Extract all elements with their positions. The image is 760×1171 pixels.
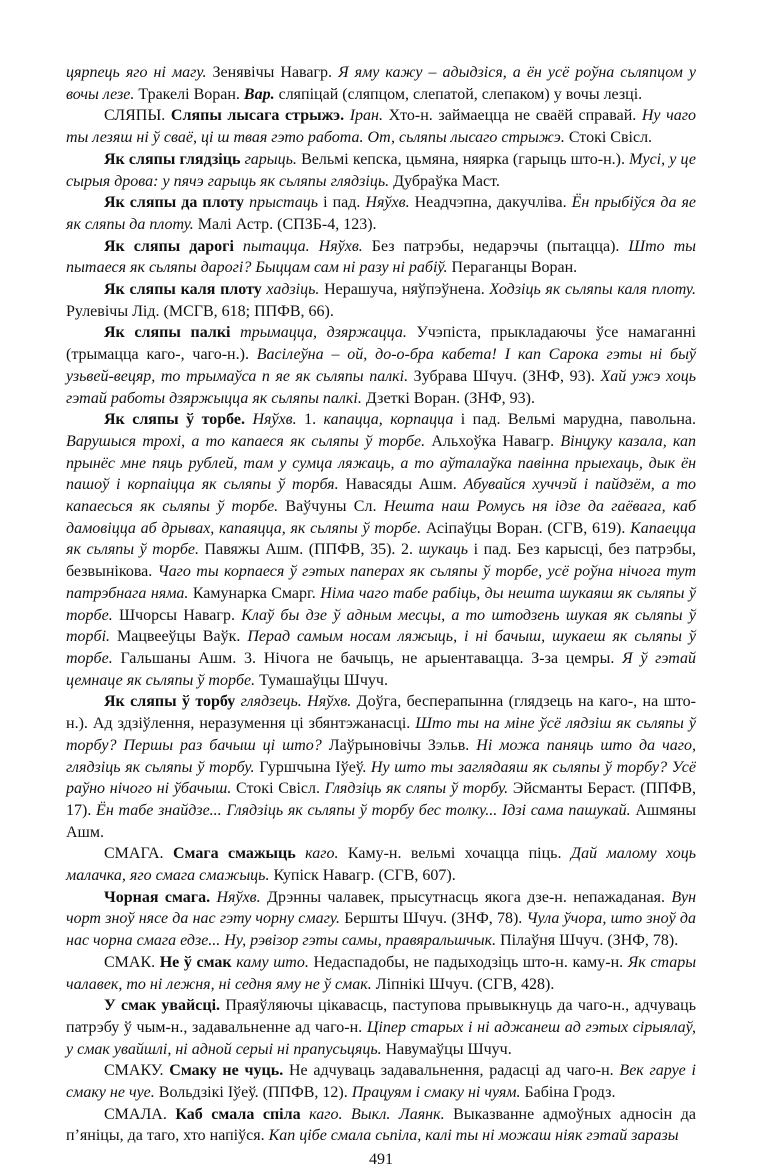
- text-run: Няўхв.: [216, 888, 268, 906]
- paragraph: [66, 1104, 696, 1147]
- text-run: Шчорсы Навагр.: [118, 606, 242, 624]
- text-run: хадзіць.: [266, 281, 325, 299]
- text-run: трымацца, дзяржацца.: [240, 324, 417, 342]
- text-run: Недаспадобы, не падыходзіць што-н. каму-н.: [313, 953, 628, 971]
- text-run: Няўхв.: [365, 194, 415, 212]
- text-run: У смак увайсці.: [104, 997, 226, 1015]
- text-block: [66, 62, 696, 1147]
- text-run: Смаку не чуць.: [169, 1062, 289, 1080]
- text-run: каго.: [305, 845, 348, 863]
- text-run: Дубраўка Маст.: [393, 172, 500, 190]
- text-run: Стокі Свісл.: [568, 129, 653, 147]
- text-run: Сляпы лысага стрыжэ.: [170, 107, 350, 125]
- text-run: Ваўчуны Сл.: [285, 498, 384, 516]
- text-run: Смага смажыць: [172, 845, 306, 863]
- text-run: Навасяды Ашм.: [345, 476, 464, 494]
- text-run: Ашмяны Ашм.: [66, 801, 697, 841]
- text-run: Чула ўчора, што зноў да нас чорна смага едзе... Ну, рэвізор гэты самы, правяральшчык.: [66, 910, 697, 950]
- text-run: Кап цібе смала сьпіла, калі ты ні можаш ніяк гэтай заразы: [268, 1127, 679, 1145]
- paragraph: [66, 322, 696, 409]
- text-run: СЛЯПЫ.: [104, 107, 171, 125]
- text-run: Гальшаны Ашм. 3. Нічога не бачыць, не арыентавацца. З-за цемры.: [120, 649, 623, 667]
- text-run: Навумаўцы Шчуч.: [385, 1040, 512, 1058]
- text-run: Стокі Свісл.: [236, 780, 325, 798]
- text-run: Вар.: [243, 85, 279, 103]
- paragraph: [66, 105, 696, 148]
- text-run: Як сляпы ў торбу: [104, 693, 241, 711]
- text-run: Вун чорт зноў нясе да нас гэту чорну смагу.: [66, 888, 697, 928]
- text-run: Чаго ты корпаеся ў гэтых паперах як сьляпы ў торбе, усё роўна нічога тут патрэбнага няма.: [66, 563, 697, 602]
- text-run: і пад.: [323, 194, 366, 212]
- text-run: Дзеткі Воран. (ЗНФ, 93).: [365, 389, 535, 407]
- paragraph: [66, 409, 696, 691]
- text-run: Пераганцы Воран.: [451, 259, 578, 277]
- text-run: Іран.: [349, 107, 389, 125]
- text-run: шукаць: [418, 541, 474, 559]
- text-run: Тракелі Воран.: [138, 85, 244, 103]
- text-run: Бабіна Гродз.: [524, 1084, 616, 1102]
- text-run: Век гаруе і смаку не чуе.: [66, 1062, 696, 1102]
- text-run: Як сляпы да плоту: [104, 194, 250, 212]
- text-run: Тумашаўцы Шчуч.: [259, 671, 388, 689]
- text-run: Няўхв.: [252, 411, 305, 429]
- text-run: Хто-н. займаецца не сваёй справай.: [388, 107, 642, 125]
- text-run: Ліпнікі Шчуч. (СГВ, 428).: [375, 975, 555, 993]
- text-run: Мацвееўцы Ваўк.: [117, 628, 248, 646]
- text-run: СМАК.: [104, 953, 160, 971]
- text-run: Як сляпы ў торбе.: [104, 411, 253, 429]
- text-run: Асіпаўцы Воран. (СГВ, 619).: [425, 519, 631, 537]
- text-run: Ні можа паняць што да чаго, глядзіць як сьляпы ў торбу.: [66, 736, 697, 776]
- text-run: Што ты пытаеся як сьляпы дарогі? Быццам сам ні разу ні рабіў.: [66, 237, 697, 277]
- text-run: і пад. Без карысці, без патрэбы, безвынікова.: [66, 541, 697, 581]
- text-run: Дай малому хоць малачка, яго смага смажыць.: [66, 845, 697, 885]
- text-run: і пад. Вельмі марудна, павольна.: [460, 411, 697, 429]
- text-run: Ён прыбіўся да яе як сляпы да плоту.: [66, 194, 697, 233]
- text-run: СМАГА.: [104, 845, 173, 863]
- text-run: Абувайся хуччэй і пайдзём, а то капаесься як сьляпы ў торбе.: [66, 476, 697, 516]
- paragraph: [66, 149, 696, 192]
- text-run: Зенявічы Навагр.: [212, 64, 339, 81]
- text-run: цярпець яго ні магу.: [66, 64, 213, 81]
- text-run: Мусі, у це сырыя дрова: у пячэ гарыць як сьляпы глядзіць.: [66, 150, 696, 190]
- text-run: Вінцуку казала, кап прынёс мне пяць рублей, там у сумца ляжаць, а то аўталаўка павінна прыехаць, дык ён пашоў і корпаіцца як сьляпы ў торбя.: [66, 432, 697, 494]
- text-run: Я яму кажу – адыдзіся, а ён усё роўна сьляпцом у вочы лезе.: [66, 64, 697, 103]
- text-run: Павяжы Ашм. (ППФВ, 35). 2.: [204, 541, 419, 559]
- paragraph: [66, 236, 696, 279]
- text-run: Лаўрыновічы Зэльв.: [328, 736, 477, 754]
- paragraph: [66, 691, 696, 843]
- text-run: Ну чаго ты лезяш ні ў сваё, ці ш твая гэто работа. От, сьляпы лысаго стрыжэ.: [66, 107, 697, 147]
- text-run: Вельмі кепска, цьмяна, няярка (гарыць што-н.).: [301, 150, 630, 168]
- text-run: глядзець. Няўхв.: [240, 693, 357, 711]
- text-run: Доўга, бесперапынна (глядзець на каго-, на што-н.). Ад здзіўлення, неразумення ці збянтэжанасці.: [66, 693, 696, 733]
- text-run: Дрэнны чалавек, прысутнасць якога дзе-н. непажаданая.: [267, 888, 672, 906]
- text-run: Глядзіць як сляпы ў торбу.: [324, 780, 513, 798]
- text-run: Ён табе знайдзе... Глядзіць як сьляпы ў торбу бес толку... Ідзі сама пашукай.: [96, 801, 636, 819]
- paragraph: [66, 1060, 696, 1103]
- text-run: Без патрэбы, недарэчы (пытацца).: [371, 237, 629, 255]
- text-run: Ходзіць як сьляпы каля плоту.: [489, 281, 697, 299]
- text-run: Купіск Навагр. (СГВ, 607).: [273, 867, 456, 885]
- text-run: Варушыся трохі, а то капаеся як сьляпы ў торбе.: [66, 432, 432, 450]
- text-run: СМАКУ.: [104, 1062, 170, 1080]
- text-run: Ціпер старых і ні аджанеш ад гэтых сірыялаў, у смак увайшлі, ні адной серыі ні прапусьцяць.: [66, 1018, 696, 1058]
- paragraph: [66, 843, 696, 886]
- text-run: Як сляпы палкі: [104, 324, 241, 342]
- text-run: Не ў смак: [159, 953, 237, 971]
- text-run: Чорная смага.: [104, 888, 217, 906]
- text-run: Як сляпы каля плоту: [104, 281, 267, 299]
- text-run: каму што.: [236, 953, 314, 971]
- text-run: гарыць.: [244, 150, 302, 168]
- text-run: Праяўляючы цікавасць, паступова прывыкнуць да чаго-н., адчуваць патрэбу ў чым-н., задавальненне ад чаго-н.: [66, 997, 697, 1036]
- text-run: СМАЛА.: [104, 1105, 176, 1123]
- page-number: 491: [369, 1151, 393, 1169]
- text-run: Капаецца як сьляпы ў торбе.: [66, 519, 697, 559]
- text-run: Як стары чалавек, то ні лежня, ні седня яму не ў смак.: [66, 953, 697, 993]
- text-run: Працуям і смаку ні чуям.: [351, 1084, 525, 1102]
- text-run: Рулевічы Лід. (МСГВ, 618; ППФВ, 66).: [66, 302, 334, 320]
- text-run: Гуршчына Іўеў.: [259, 758, 371, 776]
- text-run: каго. Выкл. Лаянк.: [309, 1105, 454, 1123]
- paragraph: [66, 952, 696, 995]
- paragraph: [66, 887, 696, 952]
- text-run: Нешта наш Ромусь ня ідзе да гаёвага, каб дамовіцца аб дрывах, капаяцца, як сьляпы ў торбе.: [66, 498, 697, 537]
- text-run: Хай ужэ хоць гэтай работы дзяржыцца як сьляпы палкі.: [66, 367, 697, 407]
- text-run: Німа чаго табе рабіць, ды нешта шукаяш як сьляпы ў торбе.: [66, 584, 696, 624]
- text-run: сляпіцай (сляпцом, слепатой, слепаком) у вочы лезці.: [278, 85, 643, 103]
- text-run: 1.: [304, 411, 324, 429]
- text-run: прыстаць: [249, 194, 324, 212]
- text-run: Учэпіста, прыкладаючы ўсе намаганні (трымацца каго-, чаго-н.).: [66, 324, 696, 364]
- text-run: Клаў бы дзе ў адным месцы, а то штодзень шукая як сьляпы ў торбі.: [66, 606, 697, 646]
- text-run: Малі Астр. (СПЗБ-4, 123).: [197, 215, 377, 233]
- paragraph: [66, 995, 696, 1060]
- text-run: Вольдзікі Іўеў. (ППФВ, 12).: [158, 1084, 352, 1102]
- text-run: Ну што ты заглядаяш як сьляпы ў торбу? Усё раўно нічого ні ўбачыш.: [66, 758, 696, 798]
- text-run: пытацца. Няўхв.: [242, 237, 372, 255]
- text-run: Пілаўня Шчуч. (ЗНФ, 78).: [500, 932, 679, 950]
- text-run: Выказванне адмоўных адносін да п’яніцы, да таго, хто напіўся.: [66, 1105, 697, 1145]
- text-run: Нерашуча, няўпэўнена.: [324, 281, 490, 299]
- text-run: Як сляпы дарогі: [104, 237, 243, 255]
- text-run: Я ў гэтай цемнаце як сьляпы ў торбе.: [66, 649, 697, 689]
- text-run: Эйсманты Бераст. (ППФВ, 17).: [66, 780, 697, 819]
- text-run: Што ты на міне ўсё лядзіш як сьляпы ў торбу? Першы раз бачыш ці што?: [66, 715, 697, 754]
- text-run: Перад самым носам ляжыць, і ні бачыш, шукаеш як сьляпы ў торбе.: [66, 628, 697, 667]
- text-run: Васілеўна – ой, до-о-бра кабета! І кап Сарока гэты ні быў узьвей-вецяр, то трымаўса п яе як сьляпы палкі.: [66, 346, 697, 385]
- text-run: Як сляпы глядзіць: [104, 150, 245, 168]
- text-run: Каму-н. вельмі хочацца піць.: [347, 845, 571, 863]
- text-run: Каб смала спіла: [175, 1105, 310, 1123]
- paragraph: [66, 62, 696, 105]
- text-run: Не адчуваць задавальнення, радасці ад чаго-н.: [288, 1062, 620, 1080]
- text-run: Зубрава Шчуч. (ЗНФ, 93).: [413, 367, 601, 385]
- paragraph: [66, 279, 696, 322]
- paragraph: [66, 192, 696, 235]
- text-run: Камунарка Смарг.: [192, 584, 321, 602]
- text-run: капацца, корпацца: [323, 411, 461, 429]
- text-run: Альхоўка Навагр.: [431, 432, 561, 450]
- text-run: Бершты Шчуч. (ЗНФ, 78).: [344, 910, 527, 928]
- text-run: Неадчэпна, дакучліва.: [414, 194, 572, 212]
